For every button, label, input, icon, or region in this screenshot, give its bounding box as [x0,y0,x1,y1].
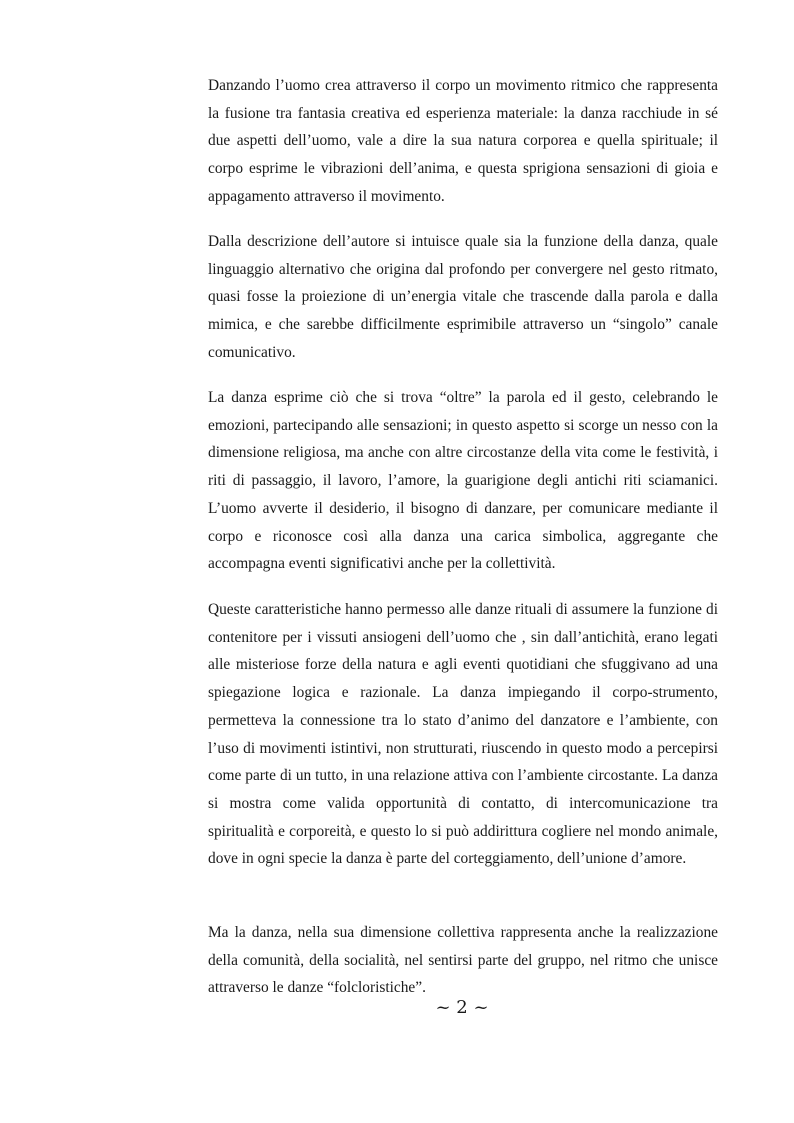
paragraph-2: Dalla descrizione dell’autore si intuisce quale sia la funzione della danza, quale linguaggio alternativo che origina dal profondo per convergere nel gesto ritmato, quasi fosse la proiezione di un’energia vitale che trascende dalla parola e dalla mimica, e che sarebbe difficilmente esprimibile attraverso un “singolo” canale comunicativo. [208,233,718,361]
page-number: ~ 2 ~ [435,997,489,1018]
paragraph-3: La danza esprime ciò che si trova “oltre” la parola ed il gesto, celebrando le emozioni, partecipando alle sensazioni; in questo aspetto si scorge un nesso con la dimensione religiosa, ma anche con altre circostanze della vita come le festività, i riti di passaggio, il lavoro, l’amore, la guarigione degli antichi riti sciamanici. L’uomo avverte il desiderio, il bisogno di danzare, per comunicare mediante il corpo e riconosce così alla danza una carica simbolica, aggregante che accompagna eventi significativi anche per la collettività. [208,389,718,573]
paragraph-4: Queste caratteristiche hanno permesso alle danze rituali di assumere la funzione di contenitore per i vissuti ansiogeni dell’uomo che , sin dall’antichità, erano legati alle misteriose forze della natura e agli eventi quotidiani che sfuggivano ad una spiegazione logica e razionale. La danza impiegando il corpo-strumento, permetteva la connessione tra lo stato d’animo del danzatore e l’ambiente, con l’uso di movimenti istintivi, non strutturati, riuscendo in questo modo a percepirsi come parte di un tutto, in una relazione attiva con l’ambiente circostante. La danza si mostra come valida opportunità di contatto, di intercomunicazione tra spiritualità e corporeità, e questo lo si può addirittura cogliere nel mondo animale, dove in ogni specie la danza è parte del corteggiamento, dell’unione d’amore. [208,601,718,868]
paragraph-5: Ma la danza, nella sua dimensione collettiva rappresenta anche la realizzazione della comunità, della socialità, nel sentirsi parte del gruppo, nel ritmo che unisce attraverso le danze “folcloristiche”. [208,924,718,997]
paragraph-1: Danzando l’uomo crea attraverso il corpo un movimento ritmico che rappresenta la fusione tra fantasia creativa ed esperienza materiale: la danza racchiude in sé due aspetti dell’uomo, vale a dire la sua natura corporea e quella spirituale; il corpo esprime le vibrazioni dell’anima, e questa sprigiona sensazioni di gioia e appagamento attraverso il movimento. [208,77,718,205]
